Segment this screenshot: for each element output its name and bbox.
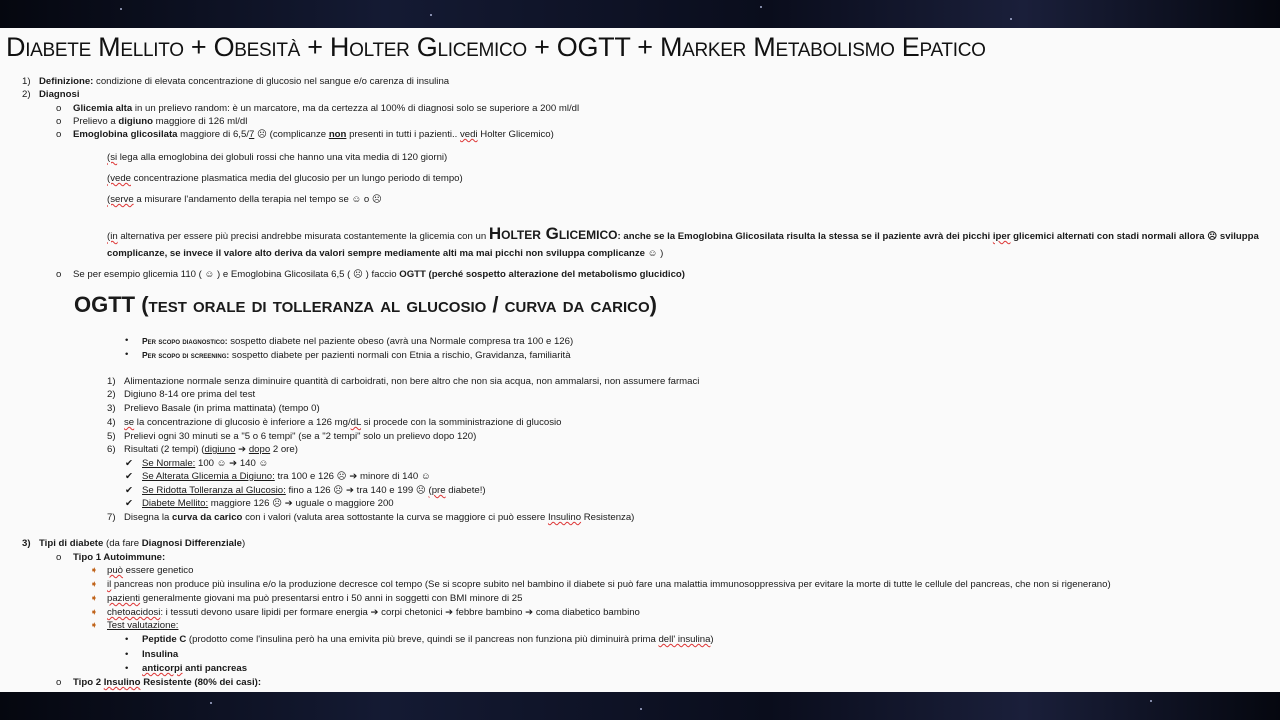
result-text: tra 100 e 126 ☹ ➔ minore di 140 ☺ [274,471,431,482]
spell-flag: (si [107,152,118,163]
holter-heading: Holter Glicemico [488,224,618,243]
result-text: fino a 126 ☹ ➔ tra 140 e 199 ☹ [285,485,429,496]
test-bold: Peptide C [142,634,187,645]
bullet: • [125,663,129,674]
test-item: Insulina [142,649,179,660]
heading-bold: Tipi di diabete [39,538,104,549]
item-bold: Emoglobina glicosilata [73,129,178,140]
step-number: 4) [107,417,116,428]
type1-item [107,565,193,577]
holter-paragraph-cont [107,248,663,260]
arrow-bullet-icon: ➧ [90,620,99,631]
step-bold: curva da carico [172,512,243,523]
spell-flag: (serve [107,194,134,205]
step-underlined: dopo [248,444,271,455]
list-number: 2) [22,89,31,100]
note-bold: glicemici alternati con stadi normali allora ☹ sviluppa [1010,231,1259,242]
arrow-bullet-icon: ➧ [90,607,99,618]
ogtt-step [124,417,562,429]
ogtt-step: Alimentazione normale senza diminuire quantità di carboidrati, non bere altro che non sia acqua, non ammalarsi, non assumere farmaci [124,376,700,387]
ogtt-purpose [142,349,571,362]
item-text: : i tessuti devono usare lipidi per formare energia ➔ corpi chetonici ➔ febbre bambino ➔ coma diabetico bambino [160,607,640,618]
diagnosis-item [73,103,579,115]
spell-flag: può [107,565,124,576]
type1-heading: Tipo 1 Autoimmune: [73,552,166,563]
top-frame-band [0,0,1280,28]
spell-flag: dell' insulina [658,634,711,645]
diagnosis-item [73,116,247,128]
spell-flag: (pre [428,485,446,496]
purpose-label: Per scopo di screening: [142,350,230,360]
item-text: essere genetico [123,565,194,576]
ogtt-step: Digiuno 8-14 ore prima del test [124,389,256,400]
bottom-frame-band [0,692,1280,720]
spell-flag: (vede [107,173,131,184]
checkmark-icon: ✔ [125,498,134,509]
step-text: Disegna la [124,512,172,523]
list-number: 1) [22,76,31,87]
step-text: 2 ore) [270,444,298,455]
note-text: concentrazione plasmatica media del glucosio per un lungo periodo di tempo) [131,173,463,184]
heading-text: ) [241,538,246,549]
definition-label: Definizione: [39,76,94,87]
purpose-text: sospetto diabete nel paziente obeso (avrà una Normale compresa tra 100 e 126) [227,336,574,347]
item-text: Se per esempio glicemia 110 ( ☺ ) e Emoglobina Glicosilata 6,5 ( ☹ ) faccio [73,269,400,280]
types-heading [39,538,245,550]
item-text: ☹ (complicanze [254,129,329,140]
test-bold: anti pancreas [182,663,248,674]
step-text: si procede con la somministrazione di glucosio [361,417,562,428]
note-paragraph [107,152,447,164]
ogtt-purpose [142,335,573,348]
arrow-bullet-icon: ➧ [90,565,99,576]
arrow-icon: ➔ [235,444,249,455]
star-decoration [120,8,122,10]
arrow-bullet-icon: ➧ [90,579,99,590]
ogtt-step: Prelievo Basale (in prima mattinata) (tempo 0) [124,403,320,414]
star-decoration [210,702,212,704]
note-bold: : anche se la Emoglobina Glicosilata risulta la stessa se il paziente avrà dei picchi [617,231,993,242]
note-text: ) [657,248,664,259]
item-text: generalmente giovani ma può presentarsi entro i 50 anni in soggetti con BMI minore di 25 [140,593,523,604]
bullet: o [56,269,62,280]
result-label: Diabete Mellito: [142,498,209,509]
step-text: con i valori (valuta area sottostante la curva se maggiore ci può essere [242,512,548,523]
spell-flag: anticorpi [142,663,183,674]
result-label: Se Alterata Glicemia a Digiuno: [142,471,275,482]
item-text: maggiore di 6,5/ [177,129,249,140]
item-underlined: 7 [248,129,255,140]
result-text: 100 ☺ ➔ 140 ☺ [195,458,269,469]
step-number: 3) [107,403,116,414]
spell-flag: il [107,579,112,590]
test-heading: Test valutazione: [107,620,179,631]
step-number: 6) [107,444,116,455]
test-item [142,634,714,646]
step-text: Risultati (2 tempi) ( [124,444,205,455]
bullet: o [56,129,62,140]
star-decoration [640,708,642,710]
item-bold: digiuno [118,116,153,127]
diagnosis-item [73,129,554,141]
result-label: Se Ridotta Tolleranza al Glucosio: [142,485,286,496]
star-decoration [430,14,432,16]
step-underlined: digiuno [204,444,236,455]
result-text: maggiore 126 ☹ ➔ uguale o maggiore 200 [208,498,394,509]
note-text: lega alla emoglobina dei globuli rossi che hanno una vita media di 120 giorni) [117,152,448,163]
item-text: pancreas non produce più insulina e/o la produzione decresce col tempo (Se si scopre subito nel bambino il diabete si può fare una malattia immunosoppressiva per evitare la morte di tutte le cellule del pancreas, che non si rigenerano) [111,579,1111,590]
checkmark-icon: ✔ [125,458,134,469]
item-text: Holter Glicemico) [477,129,554,140]
test-item [142,663,247,675]
heading-bold: Diagnosi Differenziale [141,538,242,549]
checkmark-icon: ✔ [125,485,134,496]
spell-flag: se [124,417,135,428]
diagnosis-item [73,269,685,281]
step-number: 5) [107,431,116,442]
checkmark-icon: ✔ [125,471,134,482]
star-decoration [1010,18,1012,20]
note-bold: complicanze, se invece il valore alto deriva da valori sempre mediamente alti ma mai picchi non sviluppa complicanze ☺ [107,248,658,259]
ogtt-step [124,512,634,524]
definition-line [39,76,449,88]
spell-flag: chetoacidosi [107,607,161,618]
test-text: (prodotto come l'insulina però ha una emivita più breve, quindi se il pancreas non funziona più diminuirà prima [186,634,659,645]
item-text: maggiore di 126 ml/dl [152,116,248,127]
type1-item [107,579,1111,591]
result-item [142,471,431,483]
step-text: la concentrazione di glucosio è inferiore a 126 mg/ [134,417,351,428]
step-number: 7) [107,512,116,523]
page-title: Diabete Mellito + Obesità + Holter Glicemico + OGTT + Marker Metabolismo Epatico [6,32,986,62]
bullet: • [125,349,129,360]
note-paragraph [107,173,463,185]
spell-flag: iper [992,231,1011,242]
result-item [142,485,486,497]
result-label: Se Normale: [142,458,196,469]
bullet: • [125,634,129,645]
holter-paragraph [107,225,1259,246]
note-text: a misurare l'andamento della terapia nel tempo se ☺ o ☹ [133,194,382,205]
type2-heading [73,677,261,689]
list-number: 3) [22,538,31,549]
purpose-text: sospetto diabete per pazienti normali con Etnia a rischio, Gravidanza, familiarità [229,350,571,361]
bullet: o [56,116,62,127]
item-spell-flag: vedi [460,129,478,140]
item-text: in un prelievo random: è un marcatore, ma da certezza al 100% di diagnosi solo se superiore a 200 ml/dl [132,103,580,114]
spell-flag: (in [107,231,118,242]
spell-flag: Insulino [547,512,582,523]
ogtt-heading: OGTT (test orale di tolleranza al glucosio / curva da carico) [74,292,657,317]
result-item [142,498,394,510]
bullet: • [125,649,129,660]
heading-bold: Resistente (80% dei casi): [140,677,262,688]
item-bold: Glicemia alta [73,103,133,114]
spell-flag: dL [350,417,361,428]
spell-flag: Insulino [103,677,141,688]
bullet: o [56,677,62,688]
purpose-label: Per scopo diagnostico: [142,336,228,346]
heading-text: (da fare [103,538,142,549]
note-text: alternativa per essere più precisi andrebbe misurata costantemente la glicemia con un [117,231,489,242]
type1-item [107,593,522,605]
ogtt-step [124,444,298,456]
type1-item [107,607,640,619]
bullet: o [56,103,62,114]
note-paragraph [107,194,382,206]
diagnosis-heading: Diagnosi [39,89,80,100]
item-bold: OGTT (perché sospetto alterazione del metabolismo glucidico) [399,269,685,280]
heading-bold: Tipo 2 [73,677,104,688]
bullet: • [125,335,129,346]
test-text: ) [710,634,714,645]
ogtt-step: Prelievi ogni 30 minuti se a "5 o 6 tempi" (se a "2 tempi" solo un prelievo dopo 120) [124,431,477,442]
arrow-bullet-icon: ➧ [90,593,99,604]
step-text: Resistenza) [581,512,635,523]
bullet: o [56,552,62,563]
result-item [142,458,268,470]
star-decoration [760,6,762,8]
step-number: 1) [107,376,116,387]
spell-flag: pazienti [107,593,141,604]
definition-text: condizione di elevata concentrazione di glucosio nel sangue e/o carenza di insulina [93,76,450,87]
item-bold: non [328,129,347,140]
document-page [0,28,1280,692]
result-text: diabete!) [445,485,486,496]
item-text: Prelievo a [73,116,119,127]
item-text: presenti in tutti i pazienti.. [346,129,460,140]
step-number: 2) [107,389,116,400]
star-decoration [1150,700,1152,702]
